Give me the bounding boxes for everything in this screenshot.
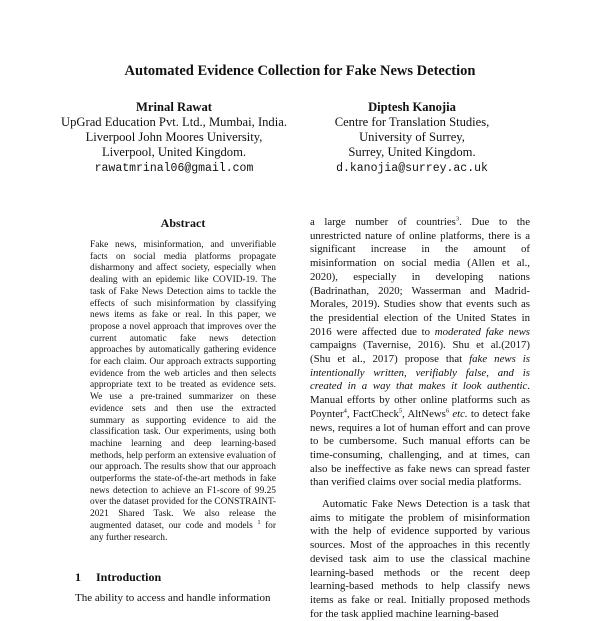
text-run-italic: fake news is intentionally written, verifiably false, and is created in a way that makes it look authentic <box>310 353 531 393</box>
text-run-italic: moderated fake news <box>434 325 530 338</box>
text-run: , AltNews <box>402 407 446 420</box>
text-run: . Due to the unrestricted nature of online platforms, there is a significant increase in the amount of misinformation on social media (Allen et al., 2020), especially in developing nations (Badrinathan, 2020; Wasserman and Madrid-Morales, 2019). Studies show that events such as the presidential election of the United States in 2016 were affected due to <box>310 216 531 338</box>
paragraph <box>310 216 530 490</box>
intro-first-line: The ability to access and handle information <box>75 592 271 604</box>
section-heading-introduction <box>75 570 161 585</box>
section-title: Introduction <box>96 570 162 584</box>
author-email: d.kanojia@surrey.ac.uk <box>336 162 488 175</box>
author-block-1 <box>24 100 324 176</box>
text-run: a large number of countries <box>310 216 456 228</box>
author-name: Mrinal Rawat <box>136 100 212 114</box>
author-block-2 <box>300 100 524 176</box>
paper-title: Automated Evidence Collection for Fake News Detection <box>124 63 476 79</box>
abstract-text-tail: for any further research. <box>90 520 276 543</box>
text-run: . Manual efforts by other online platforms such as Poynter <box>310 380 530 420</box>
right-column <box>310 216 530 621</box>
author-email: rawatmrinal06@gmail.com <box>94 162 254 175</box>
footnote-mark: 4 <box>343 407 347 415</box>
footnote-mark: 1 <box>257 518 261 526</box>
text-run: campaigns (Tavernise, 2016). Shu et al.(2017) (Shu et al., 2017) propose that <box>310 339 530 366</box>
author-affiliation: University of Surrey, <box>359 130 465 144</box>
abstract-heading: Abstract <box>160 216 206 230</box>
section-number: 1 <box>75 570 81 584</box>
footnote-mark: 3 <box>455 215 460 223</box>
abstract-text: Fake news, misinformation, and unverifiable facts on social media platforms propagate disharmony and affect society, especially when dealing with an epidemic like COVID-19. The task of Fake News Detection aims to tackle the effects of such misinformation by classifying news items as fake or real. In this paper, we propose a novel approach that improves over the current automatic fake news detection approaches by automatically gathering evidence for each claim. Our approach extracts supporting evidence from the web articles and then selects appropriate text to be treated as evidence sets. We use a pre-trained summarizer on these evidence sets and then use the extracted summary as supporting evidence to aid the classification task. Our experiments, using both machine learning and deep learning-based methods, help perform an extensive evaluation of our approach. The results show that our approach outperforms the state-of-the-art methods in fake news detection to achieve an F1-score of 99.25 over the dataset provided for the CONSTRAINT-2021 Shared Task. We also release the augmented dataset, our code and models <box>90 240 276 531</box>
abstract-body <box>90 240 276 544</box>
author-affiliation: UpGrad Education Pvt. Ltd., Mumbai, India. <box>61 115 287 129</box>
author-affiliation: Centre for Translation Studies, <box>334 115 490 129</box>
text-run: , FactCheck <box>346 407 399 420</box>
text-run: to detect fake news, requires a lot of human effort and can prove to be cumbersome. Such manual efforts can be time-consuming, challenging, and at times, can also be ineffective as fake news can spread faster than verified claims over social media platforms. <box>310 407 530 489</box>
footnote-mark: 6 <box>445 407 450 415</box>
paragraph: Automatic Fake News Detection is a task that aims to mitigate the problem of misinformation with the help of evidence supported by various sources. Most of the approaches in this recently devised task aim to use the classical machine learning-based methods or the recent deep learning-based methods to help classify news items as fake or real. Initially proposed methods for the task applied machine learning-based <box>310 498 530 620</box>
author-affiliation: Liverpool, United Kingdom. <box>101 145 247 159</box>
footnote-mark: 5 <box>398 407 403 415</box>
author-affiliation: Liverpool John Moores University, <box>85 130 263 144</box>
author-affiliation: Surrey, United Kingdom. <box>348 145 476 159</box>
text-run-italic: etc. <box>449 407 468 420</box>
author-name: Diptesh Kanojia <box>368 100 456 114</box>
